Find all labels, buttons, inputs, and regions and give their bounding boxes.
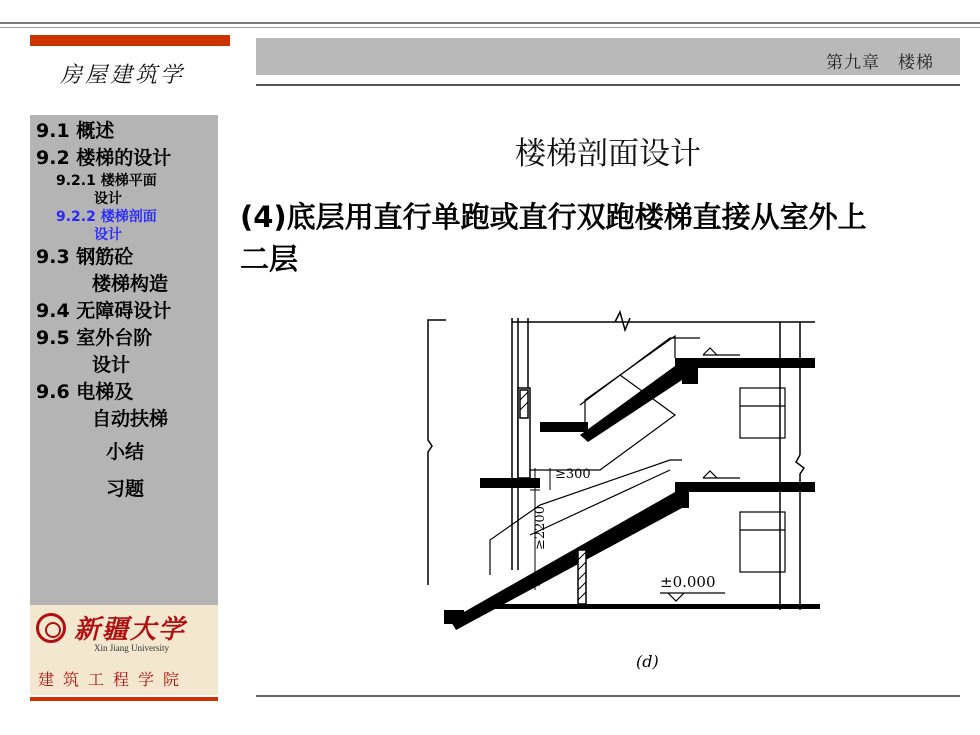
bullet-line-2: 二层 (240, 242, 299, 276)
slide-title: 楼梯剖面设计 (515, 136, 701, 172)
accent-bar-bottom (30, 697, 218, 701)
university-name-en: Xin Jiang University (94, 643, 169, 653)
nav-item-plan-design[interactable]: 9.2.1 楼梯平面 (56, 173, 157, 189)
top-rule-thin (0, 27, 980, 28)
nav-list (36, 118, 221, 503)
figure-caption: (d) (636, 652, 659, 671)
upper-flight (540, 358, 815, 442)
nav-item-rc-stair[interactable]: 9.3 钢筋砼 (36, 246, 134, 268)
elevation-marker (660, 593, 725, 601)
course-title: 房屋建筑学 (60, 63, 186, 88)
nav-item-plan-design-cont[interactable]: 设计 (94, 191, 122, 207)
nav-item-overview[interactable]: 9.1 概述 (36, 120, 115, 142)
top-rule (0, 22, 980, 24)
nav-item-elevator-cont[interactable]: 自动扶梯 (92, 408, 169, 430)
bottom-rule (256, 695, 960, 697)
bullet-line-1: (4)底层用直行单跑或直行双跑楼梯直接从室外上 (240, 200, 867, 234)
lower-flight (444, 388, 820, 630)
bullet-point (240, 196, 960, 280)
college-name: 建筑工程学院 (38, 670, 189, 689)
accent-bar-top (30, 35, 230, 46)
university-logo (30, 605, 218, 695)
header-rule (256, 84, 960, 86)
nav-item-rc-stair-cont[interactable]: 楼梯构造 (92, 273, 169, 295)
dim-headroom: ≥2200 (533, 506, 548, 550)
university-seal-icon (36, 613, 66, 643)
nav-item-exercises[interactable]: 习题 (106, 478, 145, 500)
section-boundary (428, 312, 815, 610)
header-bar (256, 38, 960, 75)
nav-item-stair-design[interactable]: 9.2 楼梯的设计 (36, 147, 172, 169)
nav-item-section-design[interactable]: 9.2.2 楼梯剖面 (56, 209, 157, 225)
university-name-cn: 新疆大学 (74, 615, 187, 645)
chapter-label: 第九章 楼梯 (826, 53, 934, 73)
dim-clearance: ≥300 (555, 467, 591, 482)
nav-item-section-design-cont[interactable]: 设计 (94, 227, 122, 243)
nav-item-outdoor-steps-cont[interactable]: 设计 (92, 354, 131, 376)
nav-item-accessible[interactable]: 9.4 无障碍设计 (36, 300, 172, 322)
windows (740, 388, 785, 572)
nav-item-outdoor-steps[interactable]: 9.5 室外台阶 (36, 327, 153, 349)
nav-item-elevator[interactable]: 9.6 电梯及 (36, 381, 134, 403)
nav-item-summary[interactable]: 小结 (106, 441, 145, 463)
elevation-label: ±0.000 (660, 573, 716, 591)
stair-section-drawing (420, 300, 830, 680)
